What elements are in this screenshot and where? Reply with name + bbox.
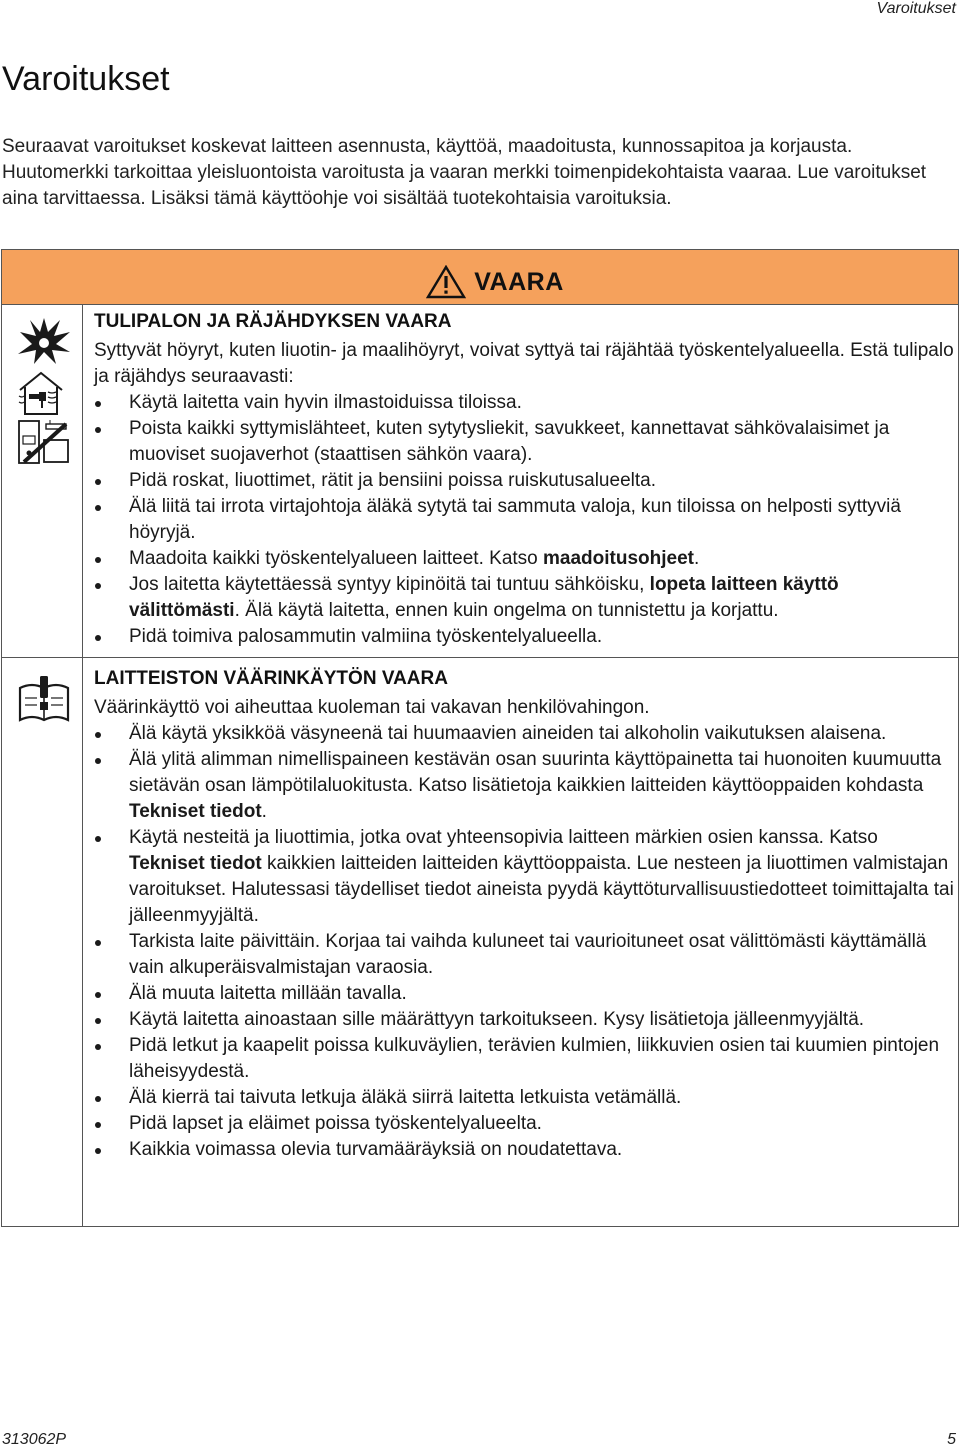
page-title: Varoitukset: [2, 60, 170, 98]
misuse-section-title: LAITTEISTON VÄÄRINKÄYTÖN VAARA: [94, 668, 448, 689]
list-item: Älä kierrä tai taivuta letkuja äläkä siirrä laitetta letkuista vetämällä.: [94, 1085, 954, 1111]
list-item: Älä ylitä alimman nimellispaineen kestävän osan suurinta käyttöpainetta tai huonoiten kuumuutta sietävän osan lämpötilaluokitusta. Katso lisätietoja kaikkien laitteiden käyttöoppaiden kohdasta Tekniset tiedot.: [94, 747, 954, 825]
stop-use-emphasis: lopeta laitteen käyttö välittömästi: [129, 574, 839, 621]
list-item: Älä muuta laitetta millään tavalla.: [94, 981, 954, 1007]
list-item: Älä liitä tai irrota virtajohtoja äläkä sytytä tai sammuta valoja, kun tiloissa on helposti syttyviä höyryjä.: [94, 494, 954, 546]
ventilation-house-icon: [16, 370, 66, 416]
explosion-icon: [16, 316, 72, 366]
icon-column-divider: [82, 305, 83, 1226]
read-manual-icon: [16, 676, 72, 724]
list-item: Käytä nesteitä ja liuottimia, jotka ovat yhteensopivia laitteen märkien osien kanssa. Katso Tekniset tiedot kaikkien laitteiden laitteiden käyttöoppaista. Lue nesteen ja liuottimen valmistajan varoitukset. Halutessasi täydelliset tiedot aineista pyydä käyttöturvallisuustiedotteet toimittajalta tai jälleenmyyjältä.: [94, 825, 954, 929]
document-number: 313062P: [2, 1431, 67, 1448]
equipment-misuse-section: [94, 666, 954, 1163]
list-item: Pidä roskat, liuottimet, rätit ja bensiini poissa ruiskutusalueelta.: [94, 468, 954, 494]
list-item: Jos laitetta käytettäessä syntyy kipinöitä tai tuntuu sähköisku, lopeta laitteen käyttö välittömästi. Älä käytä laitetta, ennen kuin ongelma on tunnistettu ja korjattu.: [94, 572, 954, 624]
list-item: Pidä lapset ja eläimet poissa työskentelyalueelta.: [94, 1111, 954, 1137]
no-ignition-icon: [16, 418, 70, 466]
intro-paragraph: Seuraavat varoitukset koskevat laitteen asennusta, käyttöä, maadoitusta, kunnossapitoa ja korjausta. Huutomerkki tarkoittaa yleisluontoista varoitusta ja vaaran merkki toimenpidekohtaista vaaraa. Lue varoitukset aina tarvittaessa. Lisäksi tämä käyttöohje voi sisältää tuotekohtaisia varoituksia.: [2, 136, 927, 209]
warning-triangle-icon: [426, 265, 466, 299]
fire-bullet-list: [94, 390, 954, 650]
grounding-reference: maadoitusohjeet: [543, 548, 694, 569]
page-number: 5: [947, 1431, 956, 1448]
warning-table: [1, 249, 959, 1227]
running-header: Varoitukset: [876, 0, 956, 17]
list-item: Pidä letkut ja kaapelit poissa kulkuväylien, terävien kulmien, liikkuvien osien tai kuumien pintojen läheisyydestä.: [94, 1033, 954, 1085]
list-item: Poista kaikki syttymislähteet, kuten sytytysliekit, savukkeet, kannettavat sähkövalaisimet ja muoviset suojaverhot (staattisen sähkön vaara).: [94, 416, 954, 468]
fire-explosion-section: [94, 309, 954, 650]
list-item: Kaikkia voimassa olevia turvamääräyksiä on noudatettava.: [94, 1137, 954, 1163]
danger-label: VAARA: [474, 267, 564, 296]
list-item: Maadoita kaikki työskentelyalueen laitteet. Katso maadoitusohjeet.: [94, 546, 954, 572]
row-divider: [2, 657, 958, 658]
misuse-bullet-list: [94, 721, 954, 1163]
danger-banner: [2, 250, 958, 305]
fire-section-lead: Syttyvät höyryt, kuten liuotin- ja maalihöyryt, voivat syttyä tai räjähtää työskentelyalueella. Estä tulipalo ja räjähdys seuraavasti:: [94, 340, 954, 387]
fire-section-title: TULIPALON JA RÄJÄHDYKSEN VAARA: [94, 311, 452, 332]
technical-data-reference: Tekniset tiedot: [129, 853, 262, 874]
technical-data-reference: Tekniset tiedot: [129, 801, 262, 822]
list-item: Käytä laitetta vain hyvin ilmastoiduissa tiloissa.: [94, 390, 954, 416]
list-item: Tarkista laite päivittäin. Korjaa tai vaihda kuluneet tai vaurioituneet osat välittömästi käyttämällä vain alkuperäisvalmistajan varaosia.: [94, 929, 954, 981]
list-item: Käytä laitetta ainoastaan sille määrättyyn tarkoitukseen. Kysy lisätietoja jälleenmyyjältä.: [94, 1007, 954, 1033]
list-item: Pidä toimiva palosammutin valmiina työskentelyalueella.: [94, 624, 954, 650]
misuse-section-lead: Väärinkäyttö voi aiheuttaa kuoleman tai vakavan henkilövahingon.: [94, 697, 650, 718]
list-item: Älä käytä yksikköä väsyneenä tai huumaavien aineiden tai alkoholin vaikutuksen alaisena.: [94, 721, 954, 747]
